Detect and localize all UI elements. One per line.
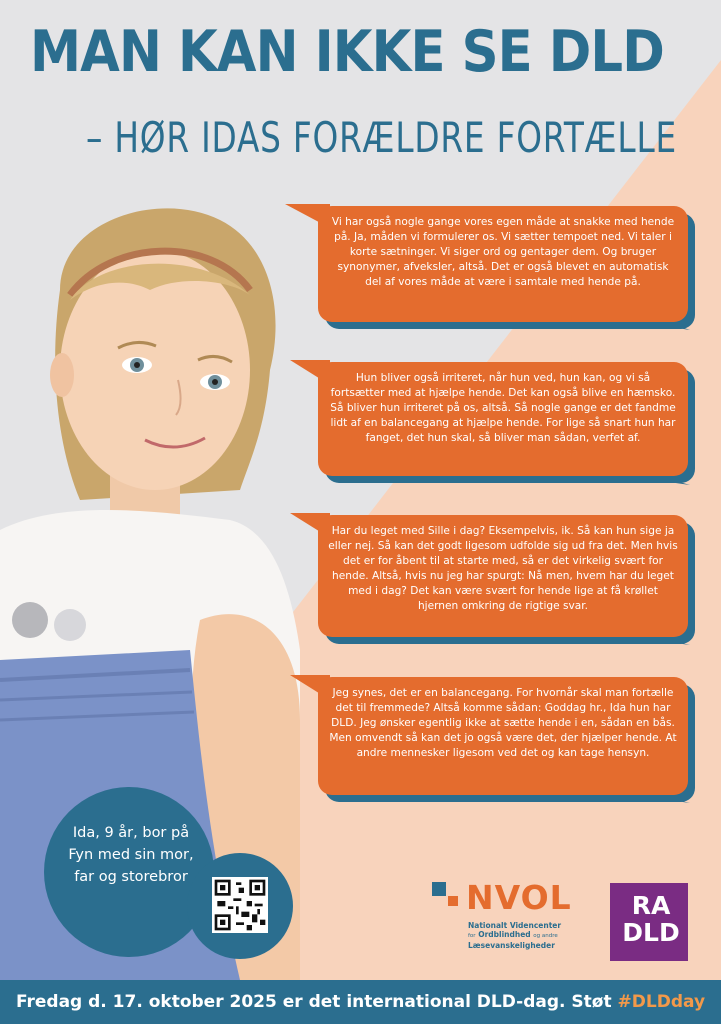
quote-text: Har du leget med Sille i dag? Eksempelvis, ik. Så kan hun sige ja eller nej. Så kan det godt ligesom udfolde sig ud fra det. Men hvis det er for åbent til at starte med, så er det virkelig svært for hende. Altså, hvis nu jeg har spurgt: Nå men, hvem har du leget med i dag? Det kan være svært for hende lige at få krøllet hjernen omkring de rigtige svar. bbox=[328, 525, 678, 612]
info-text: Ida, 9 år, bor på Fyn med sin mor, far og storebror bbox=[68, 825, 194, 885]
nvol-line-2: Ordblindhed bbox=[478, 930, 531, 939]
quote-bubble-1 bbox=[318, 206, 688, 322]
qr-code-icon[interactable] bbox=[212, 877, 268, 933]
dld-logo-top: RA bbox=[631, 891, 671, 920]
raise-dld-logo-text bbox=[618, 892, 684, 946]
quote-bubble-2 bbox=[318, 362, 688, 476]
quote-text: Hun bliver også irriteret, når hun ved, hun kan, og vi så fortsætter med at hjælpe hende. Det kan også blive en hæmsko. Så bliver hun irriteret på os, altså. Så nogle gange er det fandme lidt af en balancegang at hjælpe hende. For lige så snart hun har fanget, det hun skal, så bliver man sådan, verfet af. bbox=[330, 372, 676, 444]
footer-hashtag[interactable]: #DLDday bbox=[617, 992, 706, 1012]
quote-text: Vi har også nogle gange vores egen måde at snakke med hende på. Ja, måden vi formulerer os. Vi sætter tempoet ned. Vi taler i korte sætninger. Vi siger ord og gentager dem. Og bruger synonymer, afveksler, altså. Det er også blevet en automatisk del af vores måde at være i samtale med hende på. bbox=[331, 216, 675, 288]
poster-title: MAN KAN IKKE SE DLD bbox=[30, 19, 664, 85]
nvol-line-3: Læsevanskeligheder bbox=[468, 941, 555, 950]
quote-bubble-3 bbox=[318, 515, 688, 637]
footer-text bbox=[0, 992, 721, 1012]
nvol-subtitle bbox=[468, 921, 608, 950]
dld-logo-bottom: DLD bbox=[622, 918, 680, 947]
nvol-line-2-small: for bbox=[468, 933, 476, 939]
footer-message: Fredag d. 17. oktober 2025 er det international DLD-dag. Støt bbox=[15, 992, 618, 1012]
nvol-line-2-small-2: og andre bbox=[533, 933, 558, 939]
nvol-line-1: Nationalt Videncenter bbox=[468, 921, 562, 930]
nvol-logo-icon bbox=[432, 882, 464, 912]
quote-text: Jeg synes, det er en balancegang. For hvornår skal man fortælle det til fremmede? Altså komme sådan: Goddag hr., Ida hun har DLD. Jeg ønsker egentlig ikke at sætte hende i en, sådan en bås. Men omvendt så kan det jo også være det, der hjælper hende. At andre mennesker ligesom ved det og kan tage hensyn. bbox=[329, 687, 677, 759]
poster-subtitle: – HØR IDAS FORÆLDRE FORTÆLLE bbox=[86, 113, 677, 162]
nvol-logo-text: NVOL bbox=[466, 878, 572, 917]
quote-bubble-4 bbox=[318, 677, 688, 795]
